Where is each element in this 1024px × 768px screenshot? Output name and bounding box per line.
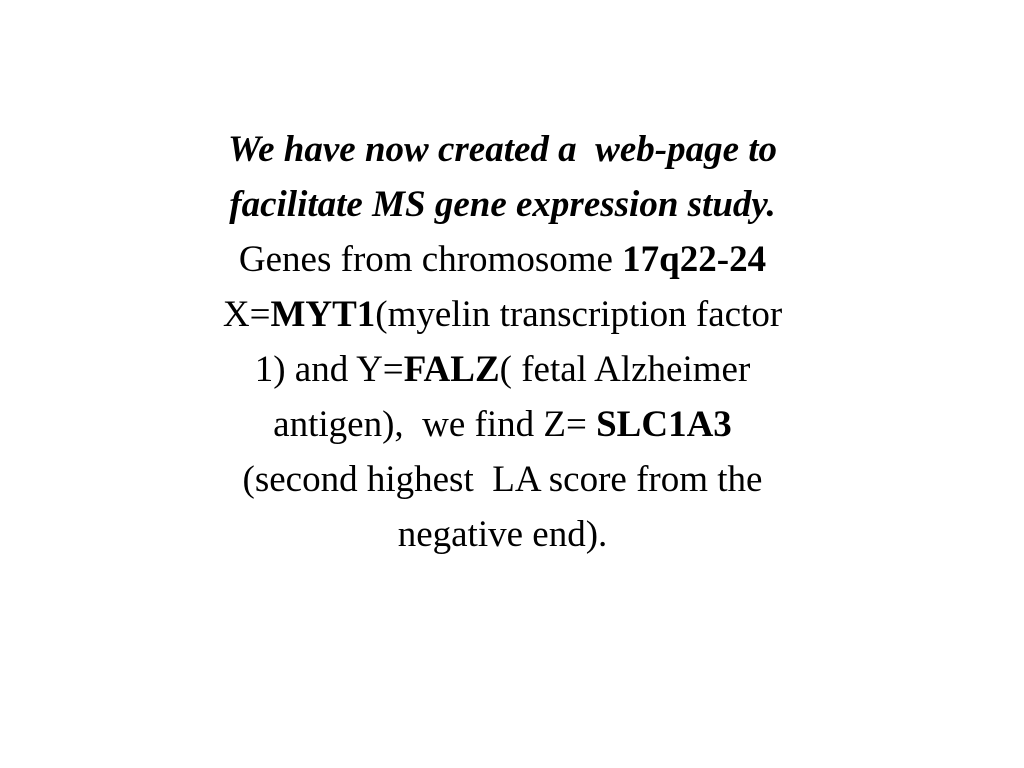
slide-text-block: [150, 122, 855, 562]
text-line-7: [150, 452, 855, 507]
text-segment: (second highest LA score from the: [242, 459, 763, 500]
text-line-8: [150, 507, 855, 562]
text-line-2: [150, 177, 855, 232]
text-segment: ( fetal Alzheimer: [499, 349, 751, 390]
chromosome-region: 17q22-24: [622, 239, 767, 280]
text-segment: 1) and Y=: [254, 349, 404, 390]
text-segment: X=: [222, 294, 271, 335]
text-segment: Genes from chromosome: [238, 239, 623, 280]
text-segment: (myelin transcription factor: [375, 294, 783, 335]
text-line-3: [150, 232, 855, 287]
gene-name-x: MYT1: [270, 294, 376, 335]
gene-name-z: SLC1A3: [596, 404, 732, 445]
text-segment: facilitate MS gene expression study.: [229, 184, 776, 225]
text-line-6: [150, 397, 855, 452]
gene-name-y: FALZ: [403, 349, 500, 390]
text-segment: We have now created a web-page to: [227, 129, 778, 170]
text-line-5: [150, 342, 855, 397]
text-line-1: [150, 122, 855, 177]
text-line-4: [150, 287, 855, 342]
text-segment: negative end).: [397, 514, 608, 555]
text-segment: antigen), we find Z=: [273, 404, 597, 445]
